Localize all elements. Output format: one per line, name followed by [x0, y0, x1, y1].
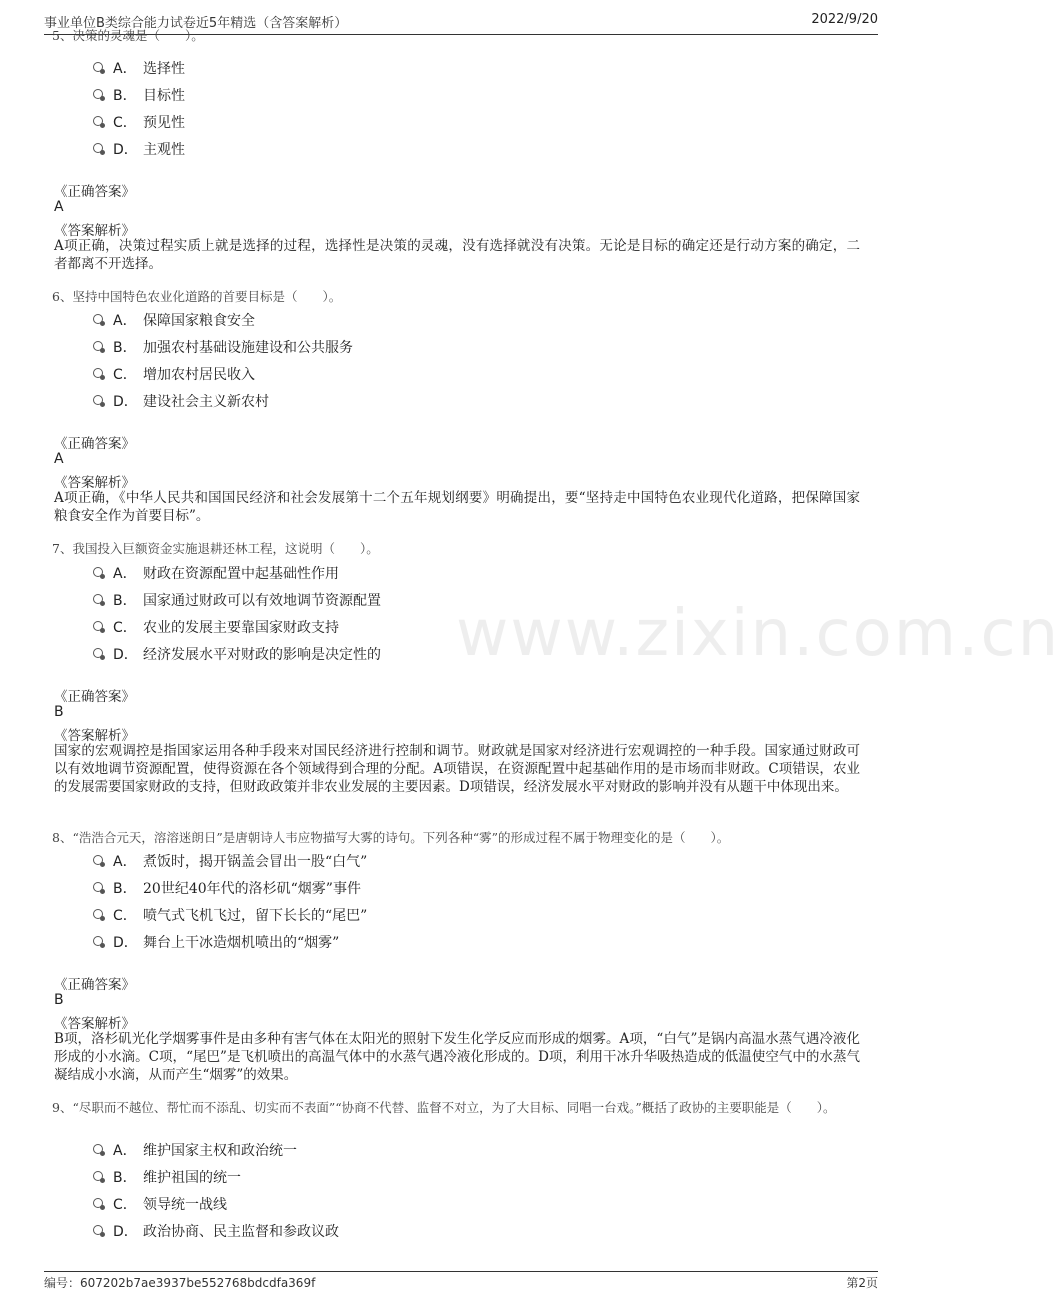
radio-icon[interactable]	[93, 1225, 103, 1235]
radio-icon[interactable]	[93, 368, 103, 378]
analysis-label: 《答案解析》	[54, 475, 135, 491]
radio-icon[interactable]	[93, 62, 103, 72]
analysis-label: 《答案解析》	[54, 223, 135, 239]
analysis-text: B项，洛杉矶光化学烟雾事件是由多种有害气体在太阳光的照射下发生化学反应而形成的烟雾。A项，“白气”是锅内高温水蒸气遇冷液化形成的小水滴。C项，“尾巴”是飞机喷出的高温气体中的水蒸气遇冷液化形成的。D项，利用干冰升华吸热造成的低温使空气中的水蒸气凝结成小水滴，从而产生“烟雾”的效果。	[54, 1031, 860, 1083]
question-stem: 7、我国投入巨额资金实施退耕还林工程，这说明（ ）。	[52, 541, 379, 556]
correct-answer-label: 《正确答案》	[54, 977, 135, 993]
analysis-label: 《答案解析》	[54, 1016, 135, 1032]
radio-icon[interactable]	[93, 89, 103, 99]
question-stem: 8、“浩浩合元天，溶溶迷朗日”是唐朝诗人韦应物描写大雾的诗句。下列各种“雾”的形成过程不属于物理变化的是（ ）。	[52, 830, 730, 845]
radio-icon[interactable]	[93, 341, 103, 351]
radio-icon[interactable]	[93, 395, 103, 405]
radio-icon[interactable]	[93, 1171, 103, 1181]
correct-answer: A	[54, 451, 64, 467]
question-stem: 5、决策的灵魂是（ ）。	[52, 28, 204, 43]
radio-icon[interactable]	[93, 1144, 103, 1154]
page-footer	[44, 1271, 878, 1294]
analysis-text: A项正确，决策过程实质上就是选择的过程，选择性是决策的灵魂，没有选择就没有决策。无论是目标的确定还是行动方案的确定，二者都离不开选择。	[54, 238, 860, 272]
radio-icon[interactable]	[93, 909, 103, 919]
radio-icon[interactable]	[93, 882, 103, 892]
radio-icon[interactable]	[93, 855, 103, 865]
analysis-text: A项正确，《中华人民共和国国民经济和社会发展第十二个五年规划纲要》明确提出，要“坚持走中国特色农业现代化道路，把保障国家粮食安全作为首要目标”。	[54, 490, 860, 524]
document-date: 2022/9/20	[811, 12, 878, 27]
radio-icon[interactable]	[93, 936, 103, 946]
document-code: 编号：607202b7ae3937be552768bdcdfa369f	[44, 1276, 316, 1290]
radio-icon[interactable]	[93, 594, 103, 604]
radio-icon[interactable]	[93, 621, 103, 631]
question-stem: 9、“尽职而不越位、帮忙而不添乱、切实而不表面”“协商不代替、监督不对立，为了大目标、同唱一台戏。”概括了政协的主要职能是（ ）。	[52, 1100, 836, 1115]
analysis-text: 国家的宏观调控是指国家运用各种手段来对国民经济进行控制和调节。财政就是国家对经济进行宏观调控的一种手段。国家通过财政可以有效地调节资源配置，使得资源在各个领域得到合理的分配。A项错误，在资源配置中起基础作用的是市场而非财政。C项错误，农业的发展需要国家财政的支持，但财政政策并非农业发展的主要因素。D项错误，经济发展水平对财政的影响并没有从题干中体现出来。	[54, 743, 860, 795]
document-title: 事业单位B类综合能力试卷近5年精选（含答案解析）	[44, 16, 348, 31]
correct-answer: B	[54, 704, 64, 720]
radio-icon[interactable]	[93, 648, 103, 658]
radio-icon[interactable]	[93, 314, 103, 324]
correct-answer: B	[54, 992, 64, 1008]
radio-icon[interactable]	[93, 143, 103, 153]
correct-answer: A	[54, 199, 64, 215]
correct-answer-label: 《正确答案》	[54, 436, 135, 452]
question-stem: 6、坚持中国特色农业化道路的首要目标是（ ）。	[52, 289, 342, 304]
correct-answer-label: 《正确答案》	[54, 689, 135, 705]
radio-icon[interactable]	[93, 1198, 103, 1208]
page-number: 第2页	[846, 1276, 878, 1290]
watermark: www.zixin.com.cn	[456, 597, 1060, 671]
radio-icon[interactable]	[93, 116, 103, 126]
radio-icon[interactable]	[93, 567, 103, 577]
correct-answer-label: 《正确答案》	[54, 184, 135, 200]
analysis-label: 《答案解析》	[54, 728, 135, 744]
